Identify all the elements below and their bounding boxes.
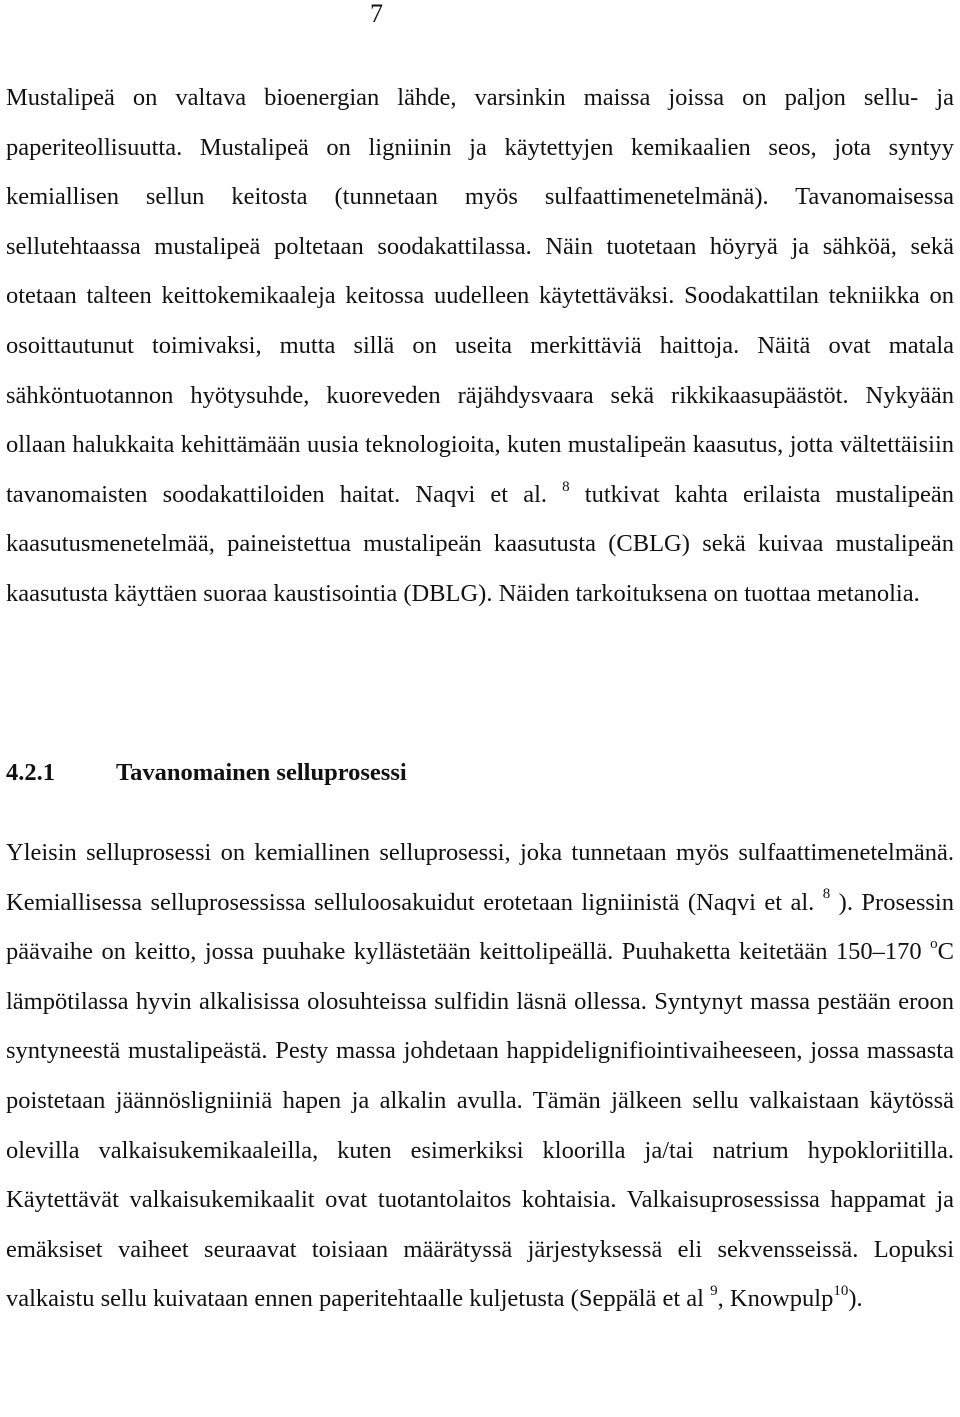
citation-superscript: 8	[562, 478, 570, 495]
section-title: Tavanomainen selluprosessi	[116, 759, 407, 786]
paragraph-text: , Knowpulp	[717, 1285, 834, 1313]
paragraph-pulp-process	[6, 828, 954, 1324]
citation-superscript: 9	[710, 1283, 718, 1300]
paragraph-text: Yleisin selluprosessi on kemiallinen selluprosessi, joka tunnetaan myös sulfaattimenetelmänä. Kemiallisessa selluprosessissa selluloosakuidut erotetaan ligniinistä (Naqvi et al.	[6, 839, 954, 916]
section-heading	[6, 753, 407, 793]
paragraph-text: C lämpötilassa hyvin alkalisissa olosuhteissa sulfidin läsnä ollessa. Syntynyt massa pestään eroon syntyneestä mustalipeästä. Pesty massa johdetaan happidelignifiointivaiheeseen, jossa massasta poistetaan jäännösligniiniä hapen ja alkalin avulla. Tämän jälkeen sellu valkaistaan käytössä olevilla valkaisukemikaaleilla, kuten esimerkiksi kloorilla ja/tai natrium hypokloriitilla. Käytettävät valkaisukemikaalit ovat tuotantolaitos kohtaisia. Valkaisuprosessissa happamat ja emäksiset vaiheet seuraavat toisiaan määrätyssä järjestyksessä eli sekvensseissä. Lopuksi valkaistu sellu kuivataan ennen paperitehtaalle kuljetusta (Seppälä et al	[6, 938, 954, 1313]
paragraph-black-liquor	[6, 73, 954, 619]
degree-superscript: o	[930, 936, 938, 953]
paragraph-text: ). Prosessin päävaihe on keitto, jossa puuhake kyllästetään keittolipeällä. Puuhaketta keitetään 150–170	[6, 888, 954, 966]
section-number: 4.2.1	[6, 759, 55, 786]
paragraph-text: ).	[848, 1285, 863, 1313]
page-number: 7	[370, 0, 383, 28]
citation-superscript: 8	[822, 886, 831, 903]
paragraph-text: Mustalipeä on valtava bioenergian lähde, varsinkin maissa joissa on paljon sellu- ja paperiteollisuutta. Mustalipeä on ligniinin ja käytettyjen kemikaalien seos, jota syntyy kemiallisen sellun keitosta (tunnetaan myös sulfaattimenetelmänä). Tavanomaisessa sellutehtaassa mustalipeä poltetaan soodakattilassa. Näin tuotetaan höyryä ja sähköä, sekä otetaan talteen keittokemikaaleja keitossa uudelleen käytettäväksi. Soodakattilan tekniikka on osoittautunut toimivaksi, mutta sillä on useita merkittäviä haittoja. Näitä ovat matala sähköntuotannon hyötysuhde, kuoreveden räjähdysvaara sekä rikkikaasupäästöt. Nykyään ollaan halukkaita kehittämään uusia teknologioita, kuten mustalipeän kaasutus, jotta vältettäisiin tavanomaisten soodakattiloiden haitat. Naqvi et al.	[6, 84, 954, 508]
paragraph-text: tutkivat kahta erilaista mustalipeän kaasutusmenetelmää, paineistettua mustalipeän kaasutusta (CBLG) sekä kuivaa mustalipeän kaasutusta käyttäen suoraa kaustisointia (DBLG). Näiden tarkoituksena on tuottaa metanolia.	[6, 480, 955, 607]
citation-superscript: 10	[833, 1283, 849, 1300]
